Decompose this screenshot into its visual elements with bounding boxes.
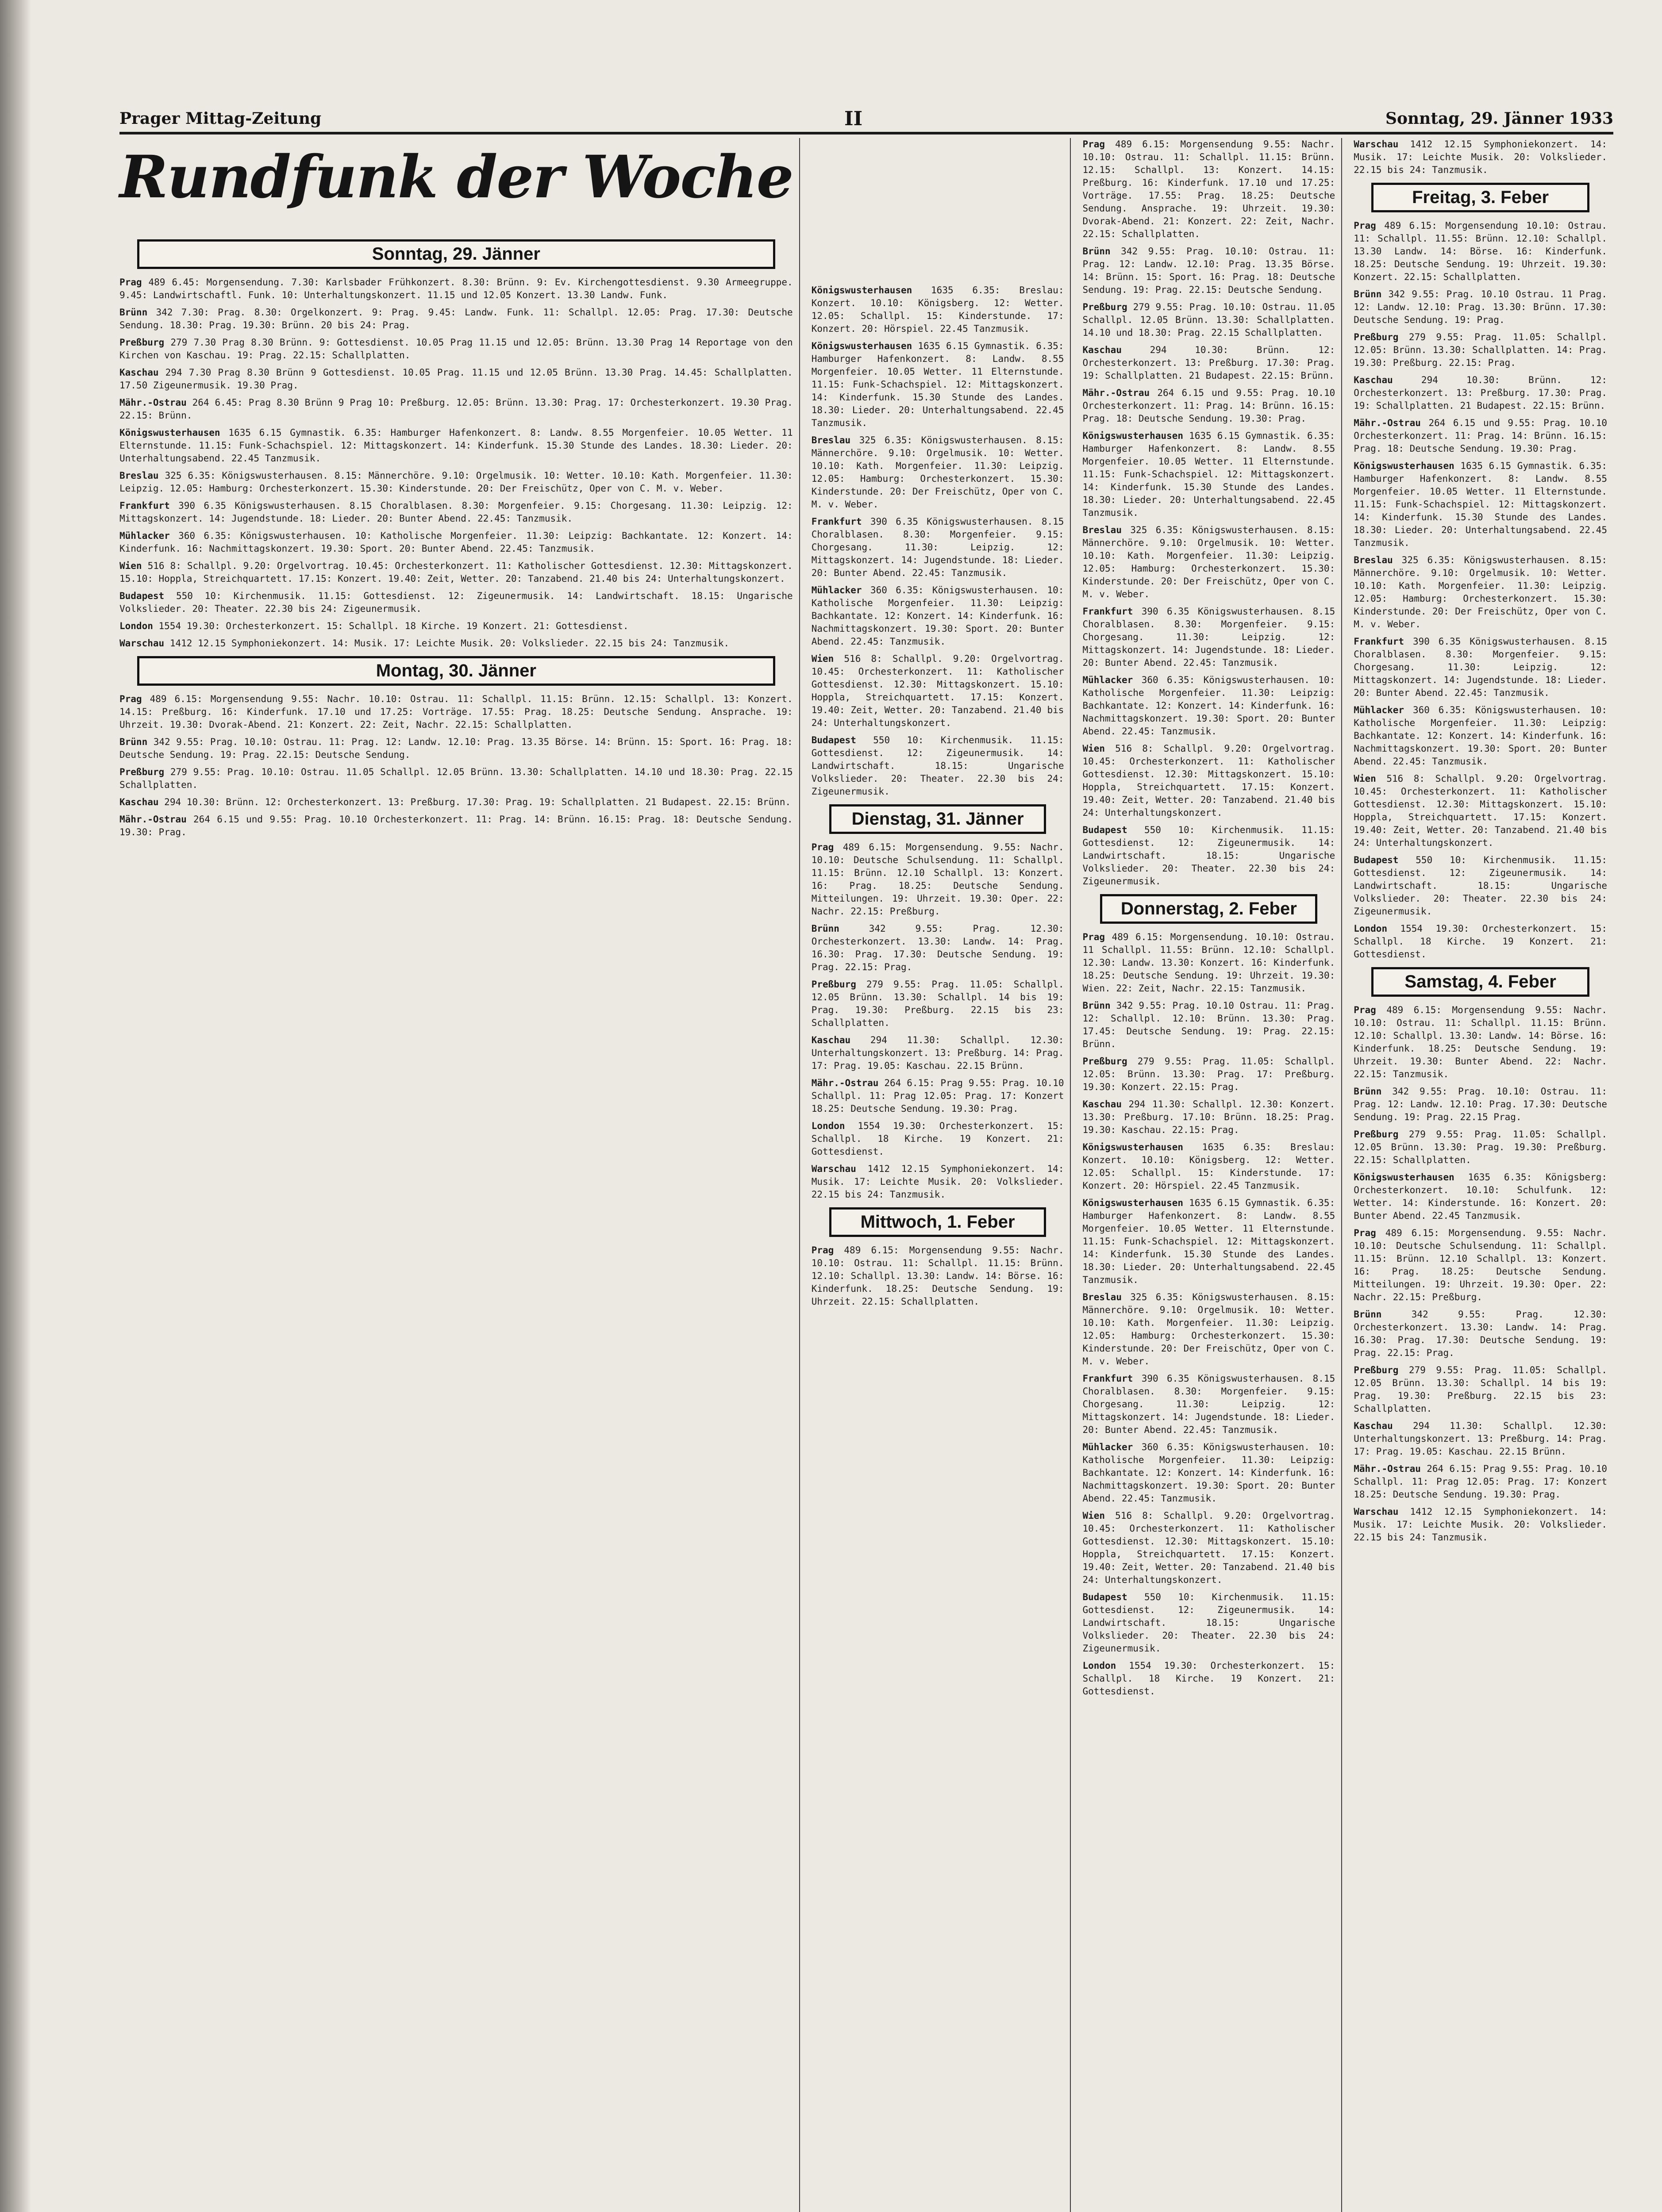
program-entry: Mühlacker 360 6.35: Königswusterhausen. 10: Katholische Morgenfeier. 11.30: Leipzig: Bachkantate. 12: Konzert. 14: Kinderfunk. 16: Nachmittagskonzert. 19.30: Sport. 20: Bunter Abend. 22.45: Tanzmusik.: [1354, 705, 1607, 767]
program-entry: Kaschau 294 11.30: Schallpl. 12.30: Konzert. 13.30: Preßburg. 17.10: Brünn. 18.25: Prag. 19.30: Kaschau. 22.15: Prag.: [1082, 1099, 1335, 1135]
column-1: [119, 138, 800, 2212]
program-entry: Budapest 550 10: Kirchenmusik. 11.15: Gottesdienst. 12: Zigeunermusik. 14: Landwirtschaft. 18.15: Ungarische Volkslieder. 20: Theater. 22.30 bis 24: Zigeunermusik.: [1354, 855, 1607, 917]
article-columns: [119, 138, 1613, 2212]
page-number: II: [844, 107, 863, 130]
program-entry: Mähr.-Ostrau 264 6.15: Prag 9.55: Prag. 10.10 Schallpl. 11: Prag 12.05: Prag. 17: Konzert 18.25: Deutsche Sendung. 19.30: Prag.: [811, 1078, 1064, 1114]
program-entry: Brünn 342 7.30: Prag. 8.30: Orgelkonzert. 9: Prag. 9.45: Landw. Funk. 11: Schallpl. 12.05: Prag. 17.30: Deutsche Sendung. 18.30: Prag. 19.30: Brünn. 20 bis 24: Prag.: [119, 307, 793, 330]
program-entry: Mühlacker 360 6.35: Königswusterhausen. 10: Katholische Morgenfeier. 11.30: Leipzig: Bachkantate. 12: Konzert. 14: Kinderfunk. 16: Nachmittagskonzert. 19.30: Sport. 20: Bunter Abend. 22.45: Tanzmusik.: [119, 530, 793, 554]
program-entry: Kaschau 294 10.30: Brünn. 12: Orchesterkonzert. 13: Preßburg. 17.30: Prag. 19: Schallplatten. 21 Budapest. 22.15: Brünn.: [1354, 375, 1607, 411]
column-2: [812, 138, 1071, 2212]
program-entry: Wien 516 8: Schallpl. 9.20: Orgelvortrag. 10.45: Orchesterkonzert. 11: Katholischer Gottesdienst. 12.30: Mittagskonzert. 15.10: Hoppla, Streichquartett. 17.15: Konzert. 19.40: Zeit, Wetter. 20: Tanzabend. 21.40 bis 24: Unterhaltungskonzert.: [1082, 743, 1335, 818]
program-list-monday-cont: [812, 284, 1064, 798]
program-entry: Budapest 550 10: Kirchenmusik. 11.15: Gottesdienst. 12: Zigeunermusik. 14: Landwirtschaft. 18.15: Ungarische Volkslieder. 20: Theater. 22.30 bis 24: Zigeunermusik.: [811, 735, 1064, 797]
program-entry: Prag 489 6.15: Morgensendung 9.55: Nachr. 10.10: Ostrau. 11: Schallpl. 11.15: Brünn. 12.15: Schallpl. 13: Konzert. 14.15: Preßburg. 16: Kinderfunk. 17.10 und 17.25: Vorträge. 17.55: Prag. 18.25: Deutsche Sendung. Ansprache. 19: Uhrzeit. 19.30: Dvorak-Abend. 21: Konzert. 22: Zeit, Nachr. 22.15: Schallplatten.: [119, 693, 793, 730]
program-entry: Preßburg 279 9.55: Prag. 10.10: Ostrau. 11.05 Schallpl. 12.05 Brünn. 13.30: Schallplatten. 14.10 und 18.30: Prag. 22.15 Schallplatten.: [119, 766, 793, 790]
program-entry: London 1554 19.30: Orchesterkonzert. 15: Schallpl. 18 Kirche. 19 Konzert. 21: Gottesdienst.: [1354, 923, 1607, 960]
program-entry: Warschau 1412 12.15 Symphoniekonzert. 14: Musik. 17: Leichte Musik. 20: Volkslieder. 22.15 bis 24: Tanzmusik.: [1354, 1506, 1607, 1543]
program-entry: Prag 489 6.15: Morgensendung. 9.55: Nachr. 10.10: Deutsche Schulsendung. 11: Schallpl. 11.15: Brünn. 12.10 Schallpl. 13: Konzert. 16: Prag. 18.25: Deutsche Sendung. Mitteilungen. 19: Uhrzeit. 19.30: Oper. 22: Nachr. 22.15: Preßburg.: [1354, 1228, 1607, 1302]
program-entry: Königswusterhausen 1635 6.35: Breslau: Konzert. 10.10: Königsberg. 12: Wetter. 12.05: Schallpl. 15: Kinderstunde. 17: Konzert. 20: Hörspiel. 22.45 Tanzmusik.: [1082, 1142, 1335, 1191]
program-entry: Breslau 325 6.35: Königswusterhausen. 8.15: Männerchöre. 9.10: Orgelmusik. 10: Wetter. 10.10: Kath. Morgenfeier. 11.30: Leipzig. 12.05: Hamburg: Orchesterkonzert. 15.30: Kinderstunde. 20: Der Freischütz, Oper von C. M. v. Weber.: [119, 470, 793, 494]
program-entry: Königswusterhausen 1635 6.15 Gymnastik. 6.35: Hamburger Hafenkonzert. 8: Landw. 8.55 Morgenfeier. 10.05 Wetter. 11 Elternstunde. 11.15: Funk-Schachspiel. 12: Mittagskonzert. 14: Kinderfunk. 15.30 Stunde des Landes. 18.30: Lieder. 20: Unterhaltungsabend. 22.45 Tanzmusik.: [1082, 430, 1335, 518]
program-entry: Wien 516 8: Schallpl. 9.20: Orgelvortrag. 10.45: Orchesterkonzert. 11: Katholischer Gottesdienst. 12.30: Mittagskonzert. 15.10: Hoppla, Streichquartett. 17.15: Konzert. 19.40: Zeit, Wetter. 20: Tanzabend. 21.40 bis 24: Unterhaltungskonzert.: [811, 653, 1064, 728]
program-entry: Frankfurt 390 6.35 Königswusterhausen. 8.15 Choralblasen. 8.30: Morgenfeier. 9.15: Chorgesang. 11.30: Leipzig. 12: Mittagskonzert. 14: Jugendstunde. 18: Lieder. 20: Bunter Abend. 22.45: Tanzmusik.: [119, 500, 793, 524]
program-entry: Preßburg 279 9.55: Prag. 11.05: Schallpl. 12.05 Brünn. 13.30: Schallpl. 14 bis 19: Prag. 19.30: Preßburg. 22.15 bis 23: Schallplatten.: [811, 979, 1064, 1028]
program-entry: Königswusterhausen 1635 6.15 Gymnastik. 6.35: Hamburger Hafenkonzert. 8: Landw. 8.55 Morgenfeier. 10.05 Wetter. 11 Elternstunde. 11.15: Funk-Schachspiel. 12: Mittagskonzert. 14: Kinderfunk. 15.30 Stunde des Landes. 18.30: Lieder. 20: Unterhaltungsabend. 22.45 Tanzmusik.: [1082, 1198, 1335, 1285]
program-entry: Kaschau 294 11.30: Schallpl. 12.30: Unterhaltungskonzert. 13: Preßburg. 14: Prag. 17: Prag. 19.05: Kaschau. 22.15 Brünn.: [811, 1035, 1064, 1071]
program-entry: London 1554 19.30: Orchesterkonzert. 15: Schallpl. 18 Kirche. 19 Konzert. 21: Gottesdienst.: [1082, 1660, 1335, 1697]
program-entry: Warschau 1412 12.15 Symphoniekonzert. 14: Musik. 17: Leichte Musik. 20: Volkslieder. 22.15 bis 24: Tanzmusik.: [811, 1164, 1064, 1200]
program-entry: Warschau 1412 12.15 Symphoniekonzert. 14: Musik. 17: Leichte Musik. 20: Volkslieder. 22.15 bis 24: Tanzmusik.: [119, 637, 730, 649]
program-entry: Preßburg 279 9.55: Prag. 10.10: Ostrau. 11.05 Schallpl. 12.05 Brünn. 13.30: Schallplatten. 14.10 und 18.30: Prag. 22.15 Schallplatten.: [1082, 302, 1335, 338]
program-entry: Königswusterhausen 1635 6.35: Königsberg: Orchesterkonzert. 10.10: Schulfunk. 12: Wetter. 14: Kinderstunde. 16: Konzert. 20: Bunter Abend. 22.45 Tanzmusik.: [1354, 1172, 1607, 1221]
program-entry: Brünn 342 9.55: Prag. 10.10 Ostrau. 11 Prag. 12: Landw. 12.10: Prag. 13.30: Brünn. 17.30: Deutsche Sendung. 19: Prag.: [1354, 289, 1607, 325]
program-entry: Preßburg 279 9.55: Prag. 11.05: Schallpl. 12.05: Brünn. 13.30: Prag. 17: Preßburg. 19.30: Konzert. 22.15: Prag.: [1082, 1056, 1335, 1092]
program-entry: Königswusterhausen 1635 6.15 Gymnastik. 6.35: Hamburger Hafenkonzert. 8: Landw. 8.55 Morgenfeier. 10.05 Wetter. 11 Elternstunde. 11.15: Funk-Schachspiel. 12: Mittagskonzert. 14: Kinderfunk. 15.30 Stunde des Landes. 18.30: Lieder. 20: Unterhaltungsabend. 22.45 Tanzmusik.: [1354, 461, 1607, 548]
program-entry: Mähr.-Ostrau 264 6.15: Prag 9.55: Prag. 10.10 Schallpl. 11: Prag 12.05: Prag. 17: Konzert 18.25: Deutsche Sendung. 19.30: Prag.: [1354, 1463, 1607, 1500]
column-3: [1082, 138, 1342, 2212]
program-entry: Kaschau 294 7.30 Prag 8.30 Brünn 9 Gottesdienst. 10.05 Prag. 11.15 und 12.05 Brünn. 13.30 Prag. 14.45: Schallplatten. 17.50 Zigeunermusik. 19.30 Prag.: [119, 367, 793, 391]
day-heading-saturday: Samstag, 4. Feber: [1371, 967, 1589, 997]
day-heading-monday: Montag, 30. Jänner: [137, 656, 775, 686]
day-heading-sunday: Sonntag, 29. Jänner: [137, 239, 775, 269]
program-entry: Prag 489 6.15: Morgensendung 9.55: Nachr. 10.10: Ostrau. 11: Schallpl. 11.15: Brünn. 12.15: Schallpl. 13: Konzert. 14.15: Preßburg. 16: Kinderfunk. 17.10 und 17.25: Vorträge. 17.55: Prag. 18.25: Deutsche Sendung. Ansprache. 19: Uhrzeit. 19.30: Dvorak-Abend. 21: Konzert. 22: Zeit, Nachr. 22.15: Schallplatten.: [1082, 139, 1335, 239]
program-entry: Frankfurt 390 6.35 Königswusterhausen. 8.15 Choralblasen. 8.30: Morgenfeier. 9.15: Chorgesang. 11.30: Leipzig. 12: Mittagskonzert. 14: Jugendstunde. 18: Lieder. 20: Bunter Abend. 22.45: Tanzmusik.: [811, 516, 1064, 578]
program-entry: Preßburg 279 9.55: Prag. 11.05: Schallpl. 12.05 Brünn. 13.30: Schallpl. 14 bis 19: Prag. 19.30: Preßburg. 22.15 bis 23: Schallplatten.: [1354, 1365, 1607, 1414]
program-entry: Mähr.-Ostrau 264 6.15 und 9.55: Prag. 10.10 Orchesterkonzert. 11: Prag. 14: Brünn. 16.15: Prag. 18: Deutsche Sendung. 19.30: Prag.: [1082, 388, 1335, 424]
program-entry: Mühlacker 360 6.35: Königswusterhausen. 10: Katholische Morgenfeier. 11.30: Leipzig: Bachkantate. 12: Konzert. 14: Kinderfunk. 16: Nachmittagskonzert. 19.30: Sport. 20: Bunter Abend. 22.45: Tanzmusik.: [1082, 675, 1335, 737]
program-entry: Prag 489 6.45: Morgensendung. 7.30: Karlsbader Frühkonzert. 8.30: Brünn. 9: Ev. Kirchengottesdienst. 9.30 Armeegruppe. 9.45: Landwirtschaftl. Funk. 10: Unterhaltungskonzert. 11.15 und 12.05 Konzert. 13.30 Landw. Funk.: [119, 276, 793, 300]
program-entry: Mühlacker 360 6.35: Königswusterhausen. 10: Katholische Morgenfeier. 11.30: Leipzig: Bachkantate. 12: Konzert. 14: Kinderfunk. 16: Nachmittagskonzert. 19.30: Sport. 20: Bunter Abend. 22.45: Tanzmusik.: [811, 585, 1064, 647]
program-entry: Budapest 550 10: Kirchenmusik. 11.15: Gottesdienst. 12: Zigeunermusik. 14: Landwirtschaft. 18.15: Ungarische Volkslieder. 20: Theater. 22.30 bis 24: Zigeunermusik.: [119, 590, 793, 614]
program-entry: Kaschau 294 10.30: Brünn. 12: Orchesterkonzert. 13: Preßburg. 17.30: Prag. 19: Schallplatten. 21 Budapest. 22.15: Brünn.: [1082, 345, 1335, 381]
program-entry: Breslau 325 6.35: Königswusterhausen. 8.15: Männerchöre. 9.10: Orgelmusik. 10: Wetter. 10.10: Kath. Morgenfeier. 11.30: Leipzig. 12.05: Hamburg: Orchesterkonzert. 15.30: Kinderstunde. 20: Der Freischütz, Oper von C. M. v. Weber.: [811, 435, 1064, 510]
program-entry: Breslau 325 6.35: Königswusterhausen. 8.15: Männerchöre. 9.10: Orgelmusik. 10: Wetter. 10.10: Kath. Morgenfeier. 11.30: Leipzig. 12.05: Hamburg: Orchesterkonzert. 15.30: Kinderstunde. 20: Der Freischütz, Oper von C. M. v. Weber.: [1082, 1292, 1335, 1367]
issue-date: Sonntag, 29. Jänner 1933: [1385, 109, 1613, 128]
program-entry: Brünn 342 9.55: Prag. 12.30: Orchesterkonzert. 13.30: Landw. 14: Prag. 16.30: Prag. 17.30: Deutsche Sendung. 19: Prag. 22.15: Prag.: [1354, 1309, 1607, 1358]
day-heading-wednesday: Mittwoch, 1. Feber: [829, 1207, 1046, 1237]
program-entry: Brünn 342 9.55: Prag. 12.30: Orchesterkonzert. 13.30: Landw. 14: Prag. 16.30: Prag. 17.30: Deutsche Sendung. 19: Prag. 22.15: Prag.: [811, 923, 1064, 972]
program-entry: London 1554 19.30: Orchesterkonzert. 15: Schallpl. 18 Kirche. 19 Konzert. 21: Gottesdienst.: [119, 620, 629, 631]
newspaper-title: Prager Mittag-Zeitung: [119, 109, 322, 128]
program-entry: Prag 489 6.15: Morgensendung 10.10: Ostrau. 11: Schallpl. 11.55: Brünn. 12.10: Schallpl. 13.30 Landw. 14: Börse. 16: Kinderfunk. 18.25: Deutsche Sendung. 19: Uhrzeit. 19.30: Konzert. 22.15: Schallplatten.: [1354, 220, 1607, 282]
day-heading-friday: Freitag, 3. Feber: [1371, 183, 1589, 212]
program-list-sunday: [119, 276, 793, 650]
program-entry: Budapest 550 10: Kirchenmusik. 11.15: Gottesdienst. 12: Zigeunermusik. 14: Landwirtschaft. 18.15: Ungarische Volkslieder. 20: Theater. 22.30 bis 24: Zigeunermusik.: [1082, 1592, 1335, 1654]
program-entry: Mähr.-Ostrau 264 6.15 und 9.55: Prag. 10.10 Orchesterkonzert. 11: Prag. 14: Brünn. 16.15: Prag. 18: Deutsche Sendung. 19.30: Prag.: [119, 814, 793, 837]
program-entry: Frankfurt 390 6.35 Königswusterhausen. 8.15 Choralblasen. 8.30: Morgenfeier. 9.15: Chorgesang. 11.30: Leipzig. 12: Mittagskonzert. 14: Jugendstunde. 18: Lieder. 20: Bunter Abend. 22.45: Tanzmusik.: [1082, 606, 1335, 668]
binding-gutter: [0, 0, 31, 2212]
program-entry: Königswusterhausen 1635 6.15 Gymnastik. 6.35: Hamburger Hafenkonzert. 8: Landw. 8.55 Morgenfeier. 10.05 Wetter. 11 Elternstunde. 11.15: Funk-Schachspiel. 12: Mittagskonzert. 14: Kinderfunk. 15.30 Stunde des Landes. 18.30: Lieder. 20: Unterhaltungsabend. 22.45 Tanzmusik.: [119, 427, 793, 464]
program-entry: Brünn 342 9.55: Prag. 10.10: Ostrau. 11: Prag. 12: Landw. 12.10: Prag. 13.35 Börse. 14: Brünn. 15: Sport. 16: Prag. 18: Deutsche Sendung. 19: Prag. 22.15: Deutsche Sendung.: [119, 736, 793, 760]
program-entry: Preßburg 279 9.55: Prag. 11.05: Schallpl. 12.05 Brünn. 13.30: Prag. 19.30: Preßburg. 22.15: Schallplatten.: [1354, 1129, 1607, 1165]
program-list-wednesday: [812, 1244, 1064, 1308]
program-list-monday: [119, 693, 793, 839]
program-entry: Frankfurt 390 6.35 Königswusterhausen. 8.15 Choralblasen. 8.30: Morgenfeier. 9.15: Chorgesang. 11.30: Leipzig. 12: Mittagskonzert. 14: Jugendstunde. 18: Lieder. 20: Bunter Abend. 22.45: Tanzmusik.: [1082, 1373, 1335, 1435]
program-list-wednesday-cont: [1082, 138, 1335, 888]
program-list-thursday: [1082, 931, 1335, 1698]
program-entry: Preßburg 279 7.30 Prag 8.30 Brünn. 9: Gottesdienst. 10.05 Prag 11.15 und 12.05: Brünn. 13.30 Prag 14 Reportage von den Kirchen von Kaschau. 19: Prag. 22.15: Schallplatten.: [119, 337, 793, 361]
program-entry: Königswusterhausen 1635 6.35: Breslau: Konzert. 10.10: Königsberg. 12: Wetter. 12.05: Schallpl. 15: Kinderstunde. 17: Konzert. 20: Hörspiel. 22.45 Tanzmusik.: [811, 285, 1064, 334]
program-entry: Prag 489 6.15: Morgensendung. 10.10: Ostrau. 11 Schallpl. 11.55: Brünn. 12.10: Schallpl. 12.30: Landw. 13.30: Konzert. 16: Kinderfunk. 18.25: Deutsche Sendung. 19: Uhrzeit. 19.30: Wien. 22: Zeit, Nachr. 22.15: Tanzmusik.: [1082, 932, 1335, 994]
program-entry: Breslau 325 6.35: Königswusterhausen. 8.15: Männerchöre. 9.10: Orgelmusik. 10: Wetter. 10.10: Kath. Morgenfeier. 11.30: Leipzig. 12.05: Hamburg: Orchesterkonzert. 15.30: Kinderstunde. 20: Der Freischütz, Oper von C. M. v. Weber.: [1082, 525, 1335, 599]
day-heading-tuesday: Dienstag, 31. Jänner: [829, 804, 1046, 834]
program-entry: Mähr.-Ostrau 264 6.15 und 9.55: Prag. 10.10 Orchesterkonzert. 11: Prag. 14: Brünn. 16.15: Prag. 18: Deutsche Sendung. 19.30: Prag.: [1354, 418, 1607, 454]
program-entry: Breslau 325 6.35: Königswusterhausen. 8.15: Männerchöre. 9.10: Orgelmusik. 10: Wetter. 10.10: Kath. Morgenfeier. 11.30: Leipzig. 12.05: Hamburg: Orchesterkonzert. 15.30: Kinderstunde. 20: Der Freischütz, Oper von C. M. v. Weber.: [1354, 555, 1607, 630]
program-entry: Kaschau 294 10.30: Brünn. 12: Orchesterkonzert. 13: Preßburg. 17.30: Prag. 19: Schallplatten. 21 Budapest. 22.15: Brünn.: [119, 796, 791, 807]
program-entry: Brünn 342 9.55: Prag. 10.10 Ostrau. 11: Prag. 12: Schallpl. 12.10: Brünn. 13.30: Prag. 17.45: Deutsche Sendung. 19: Prag. 22.15: Brünn.: [1082, 1000, 1335, 1049]
program-list-friday: [1354, 219, 1607, 961]
program-entry: Frankfurt 390 6.35 Königswusterhausen. 8.15 Choralblasen. 8.30: Morgenfeier. 9.15: Chorgesang. 11.30: Leipzig. 12: Mittagskonzert. 14: Jugendstunde. 18: Lieder. 20: Bunter Abend. 22.45: Tanzmusik.: [1354, 636, 1607, 698]
program-entry: Preßburg 279 9.55: Prag. 11.05: Schallpl. 12.05: Brünn. 13.30: Schallplatten. 14: Prag. 19.30: Preßburg. 22.15: Prag.: [1354, 332, 1607, 368]
program-entry: Prag 489 6.15: Morgensendung. 9.55: Nachr. 10.10: Deutsche Schulsendung. 11: Schallpl. 11.15: Brünn. 12.10 Schallpl. 13: Konzert. 16: Prag. 18.25: Deutsche Sendung. Mitteilungen. 19: Uhrzeit. 19.30: Oper. 22: Nachr. 22.15: Preßburg.: [811, 842, 1064, 917]
program-entry: Warschau 1412 12.15 Symphoniekonzert. 14: Musik. 17: Leichte Musik. 20: Volkslieder. 22.15 bis 24: Tanzmusik.: [1354, 139, 1607, 175]
program-list-tuesday: [812, 841, 1064, 1201]
program-entry: Budapest 550 10: Kirchenmusik. 11.15: Gottesdienst. 12: Zigeunermusik. 14: Landwirtschaft. 18.15: Ungarische Volkslieder. 20: Theater. 22.30 bis 24: Zigeunermusik.: [1082, 825, 1335, 887]
program-entry: Brünn 342 9.55: Prag. 10.10: Ostrau. 11: Prag. 12: Landw. 12.10: Prag. 13.35 Börse. 14: Brünn. 15: Sport. 16: Prag. 18: Deutsche Sendung. 19: Prag. 22.15: Deutsche Sendung.: [1082, 246, 1335, 295]
program-entry: Wien 516 8: Schallpl. 9.20: Orgelvortrag. 10.45: Orchesterkonzert. 11: Katholischer Gottesdienst. 12.30: Mittagskonzert. 15.10: Hoppla, Streichquartett. 17.15: Konzert. 19.40: Zeit, Wetter. 20: Tanzabend. 21.40 bis 24: Unterhaltungskonzert.: [119, 560, 793, 584]
program-list-thursday-cont: [1354, 138, 1607, 177]
program-list-saturday: [1354, 1004, 1607, 1544]
program-entry: Königswusterhausen 1635 6.15 Gymnastik. 6.35: Hamburger Hafenkonzert. 8: Landw. 8.55 Morgenfeier. 10.05 Wetter. 11 Elternstunde. 11.15: Funk-Schachspiel. 12: Mittagskonzert. 14: Kinderfunk. 15.30 Stunde des Landes. 18.30: Lieder. 20: Unterhaltungsabend. 22.45 Tanzmusik.: [811, 341, 1064, 428]
column-4: [1354, 138, 1613, 2212]
program-entry: Mühlacker 360 6.35: Königswusterhausen. 10: Katholische Morgenfeier. 11.30: Leipzig: Bachkantate. 12: Konzert. 14: Kinderfunk. 16: Nachmittagskonzert. 19.30: Sport. 20: Bunter Abend. 22.45: Tanzmusik.: [1082, 1442, 1335, 1504]
program-entry: Wien 516 8: Schallpl. 9.20: Orgelvortrag. 10.45: Orchesterkonzert. 11: Katholischer Gottesdienst. 12.30: Mittagskonzert. 15.10: Hoppla, Streichquartett. 17.15: Konzert. 19.40: Zeit, Wetter. 20: Tanzabend. 21.40 bis 24: Unterhaltungskonzert.: [1354, 773, 1607, 848]
program-entry: Brünn 342 9.55: Prag. 10.10: Ostrau. 11: Prag. 12: Landw. 12.10: Prag. 17.30: Deutsche Sendung. 19: Prag. 22.15 Prag.: [1354, 1086, 1607, 1122]
program-entry: Wien 516 8: Schallpl. 9.20: Orgelvortrag. 10.45: Orchesterkonzert. 11: Katholischer Gottesdienst. 12.30: Mittagskonzert. 15.10: Hoppla, Streichquartett. 17.15: Konzert. 19.40: Zeit, Wetter. 20: Tanzabend. 21.40 bis 24: Unterhaltungskonzert.: [1082, 1510, 1335, 1585]
program-entry: Prag 489 6.15: Morgensendung 9.55: Nachr. 10.10: Ostrau. 11: Schallpl. 11.15: Brünn. 12.10: Schallpl. 13.30: Landw. 14: Börse. 16: Kinderfunk. 18.25: Deutsche Sendung. 19: Uhrzeit. 22.15: Schallplatten.: [811, 1245, 1064, 1307]
day-heading-thursday: Donnerstag, 2. Feber: [1100, 894, 1317, 924]
program-entry: Mähr.-Ostrau 264 6.45: Prag 8.30 Brünn 9 Prag 10: Preßburg. 12.05: Brünn. 13.30: Prag. 17: Orchesterkonzert. 19.30 Prag. 22.15: Brünn.: [119, 397, 793, 421]
program-entry: London 1554 19.30: Orchesterkonzert. 15: Schallpl. 18 Kirche. 19 Konzert. 21: Gottesdienst.: [811, 1121, 1064, 1157]
masthead: Rundfunk der Woche: [119, 143, 793, 211]
program-entry: Prag 489 6.15: Morgensendung 9.55: Nachr. 10.10: Ostrau. 11: Schallpl. 11.15: Brünn. 12.10: Schallpl. 13.30: Landw. 14: Börse. 16: Kinderfunk. 18.25: Deutsche Sendung. 19: Uhrzeit. 19.30: Bunter Abend. 22: Nachr. 22.15: Tanzmusik.: [1354, 1005, 1607, 1079]
program-entry: Kaschau 294 11.30: Schallpl. 12.30: Unterhaltungskonzert. 13: Preßburg. 14: Prag. 17: Prag. 19.05: Kaschau. 22.15 Brünn.: [1354, 1421, 1607, 1457]
page-header: [119, 105, 1613, 134]
